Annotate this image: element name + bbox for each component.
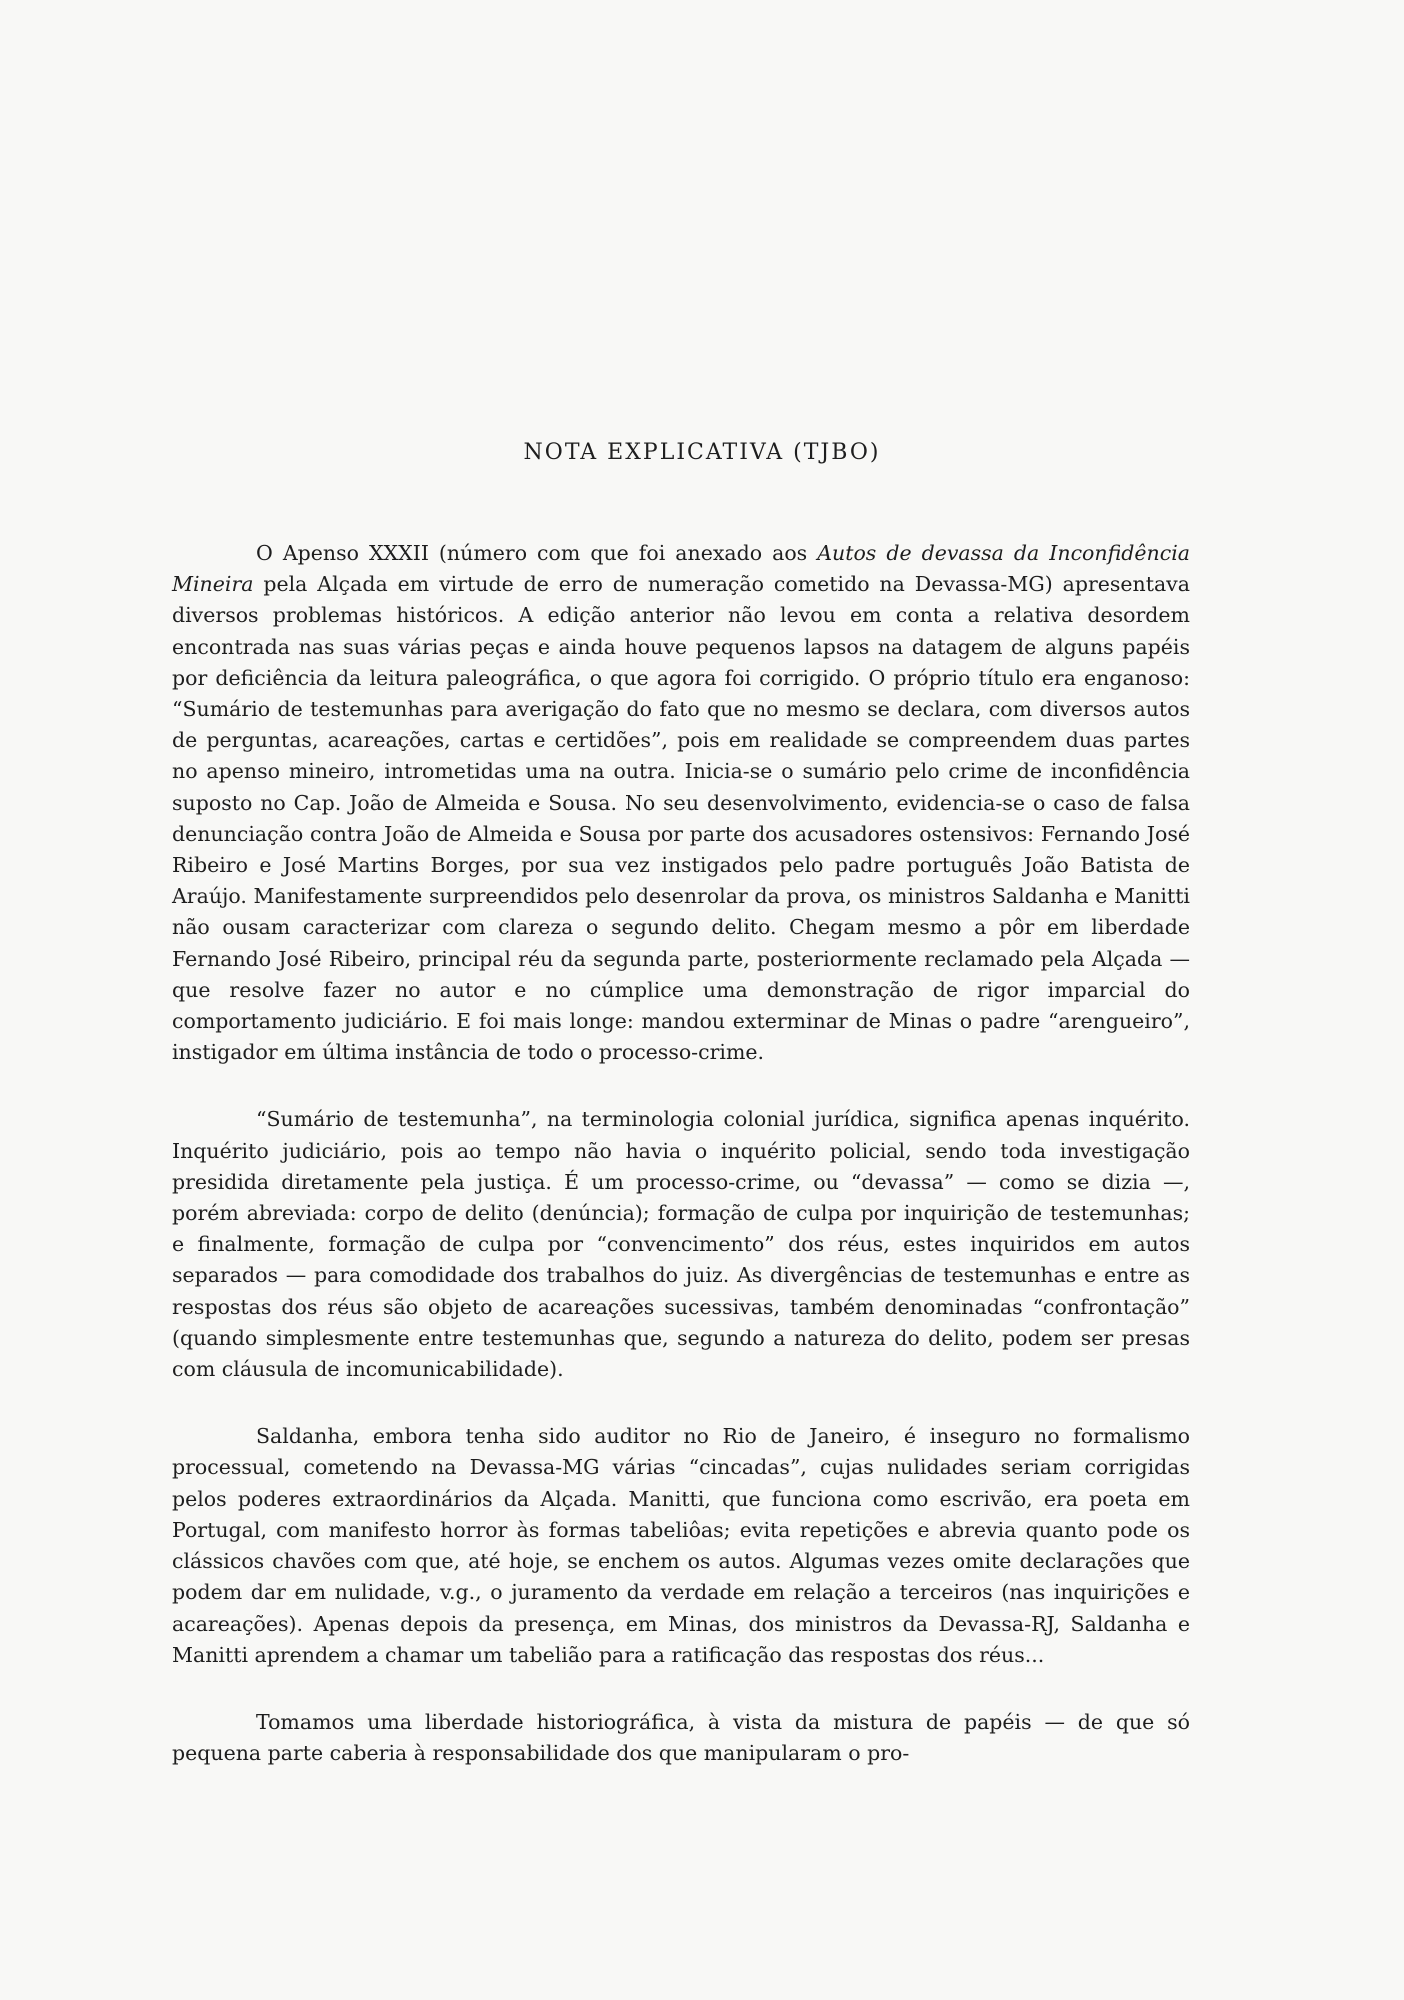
book-title-italic: Autos de devassa da Inconfidência Mineira (172, 541, 1190, 597)
paragraph-1-body: pela Alçada em virtude de erro de numeração cometido na Devassa-MG) apresentava diversos problemas históricos. A edição anterior não levou em conta a relativa desordem encontrada nas suas várias peças e ainda houve pequenos lapsos na datagem de alguns papéis por deficiência da leitura paleográfica, o que agora foi corrigido. O próprio título era enganoso: “Sumário de testemunhas para averigação do fato que no mesmo se declara, com diversos autos de perguntas, acareações, cartas e certidões”, pois em realidade se compreendem duas partes no apenso mineiro, intrometidas uma na outra. Inicia-se o sumário pelo crime de inconfidência suposto no Cap. João de Almeida e Sousa. No seu desenvolvimento, evidencia-se o caso de falsa denunciação contra João de Almeida e Sousa por parte dos acusadores ostensivos: Fernando José Ribeiro e José Martins Borges, por sua vez instigados pelo padre português João Batista de Araújo. Manifestamente surpreendidos pelo desenrolar da prova, os ministros Saldanha e Manitti não ousam caracterizar com clareza o segundo delito. Chegam mesmo a pôr em liberdade Fernando José Ribeiro, principal réu da segunda parte, posteriormente reclamado pela Alçada — que resolve fazer no autor e no cúmplice uma demonstração de rigor imparcial do comportamento judiciário. E foi mais longe: mandou exterminar de Minas o padre “arengueiro”, instigador em última instância de todo o processo-crime. (172, 572, 1190, 1065)
body-text (172, 538, 1190, 1769)
paragraph-3: Saldanha, embora tenha sido auditor no Rio de Janeiro, é inseguro no formalismo processual, cometendo na Devassa-MG várias “cincadas”, cujas nulidades seriam corrigidas pelos poderes extraordinários da Alçada. Manitti, que funciona como escrivão, era poeta em Portugal, com manifesto horror às formas tabeliôas; evita repetições e abrevia quanto pode os clássicos chavões com que, até hoje, se enchem os autos. Algumas vezes omite declarações que podem dar em nulidade, v.g., o juramento da verdade em relação a terceiros (nas inquirições e acareações). Apenas depois da presença, em Minas, dos ministros da Devassa-RJ, Saldanha e Manitti aprendem a chamar um tabelião para a ratificação das respostas dos réus... (172, 1424, 1190, 1667)
paragraph-4: Tomamos uma liberdade historiográfica, à vista da mistura de papéis — de que só pequena parte caberia à responsabilidade dos que manipularam o pro- (172, 1709, 1190, 1766)
paragraph-1-lead: O Apenso XXXII (número com que foi anexado aos (256, 541, 818, 565)
page-title: NOTA EXPLICATIVA (TJBO) (523, 440, 881, 465)
paragraph-1 (172, 538, 1190, 1068)
paragraph-2: “Sumário de testemunha”, na terminologia colonial jurídica, significa apenas inquérito. Inquérito judiciário, pois ao tempo não havia o inquérito policial, sendo toda investigação presidida diretamente pela justiça. É um processo-crime, ou “devassa” — como se dizia —, porém abreviada: corpo de delito (denúncia); formação de culpa por inquirição de testemunhas; e finalmente, formação de culpa por “convencimento” dos réus, estes inquiridos em autos separados — para comodidade dos trabalhos do juiz. As divergências de testemunhas e entre as respostas dos réus são objeto de acareações sucessivas, também denominadas “confrontação” (quando simplesmente entre testemunhas que, segundo a natureza do delito, podem ser presas com cláusula de incomunicabilidade). (172, 1107, 1190, 1382)
